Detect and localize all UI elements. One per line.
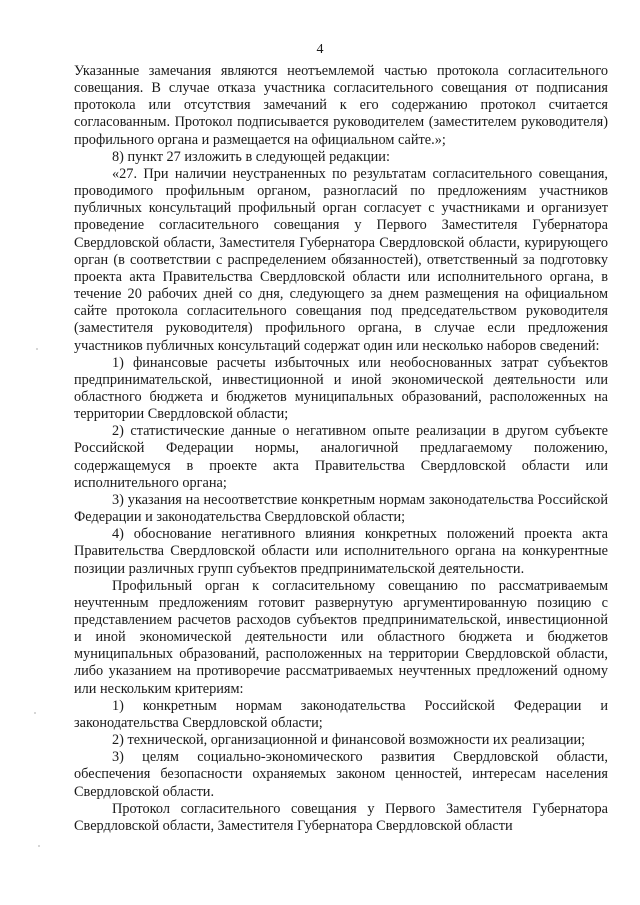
criteria-item-feasibility: 2) технической, организационной и финансовой возможности их реализации; (112, 732, 586, 749)
criteria-item-legislation: 1) конкретным нормам законодательства Российской Федерации и законодательства Свердловской области; (74, 697, 608, 731)
paragraph-remarks-protocol: Указанные замечания являются неотъемлемой частью протокола согласительного совещания. В случае отказа участника согласительного совещания от подписания протокола или отсутствия замечаний к его содержанию протокол считается согласованным. Протокол подписывается руководителем (заместителем руководителя) профильного органа и размещается на официальном сайте.»; (74, 63, 608, 148)
criteria-item-development-goals: 3) целям социально-экономического развития Свердловской области, обеспечения безопасности охраняемых законом ценностей, интересам населения Свердловской области. (74, 749, 608, 800)
paragraph-profile-body-position: Профильный орган к согласительному совещанию по рассматриваемым неучтенным предложениям готовит развернутую аргументированную позицию с представлением расчетов расходов субъектов предпринимательской, инвестиционной и иной экономической деятельности или областного бюджета и бюджетов муниципальных образований, расположенных на территории Свердловской области, либо указанием на противоречие рассматриваемых неучтенных предложений одному или нескольким критериям: (74, 577, 608, 697)
scan-speck (36, 348, 38, 350)
scan-speck (34, 712, 36, 714)
scan-speck (38, 845, 40, 847)
paragraph-meeting-protocol: Протокол согласительного совещания у Первого Заместителя Губернатора Свердловской области, Заместителя Губернатора Свердловской области (74, 800, 608, 834)
page-number: 4 (316, 42, 324, 57)
paragraph-item-8: 8) пункт 27 изложить в следующей редакции: (112, 148, 390, 165)
document-body (74, 63, 608, 835)
paragraph-clause-27: «27. При наличии неустраненных по результатам согласительного совещания, проводимого профильным органом, разногласий по предложениям участников публичных консультаций профильный орган согласует с участниками и организует проведение согласительного совещания у Первого Заместителя Губернатора Свердловской области, Заместителя Губернатора Свердловской области, курирующего орган (в соответствии с распределением обязанностей), ответственный за подготовку проекта акта Правительства Свердловской области или исполнительного органа, в течение 20 рабочих дней со дня, следующего за днем размещения на официальном сайте протокола согласительного совещания под председательством руководителя (заместителя руководителя) профильного органа, в случае если предложения участников публичных консультаций содержат один или несколько наборов сведений: (74, 165, 608, 354)
list-item-financial-calculations: 1) финансовые расчеты избыточных или необоснованных затрат субъектов предпринимательской, инвестиционной и иной экономической деятельности или областного бюджета и бюджетов муниципальных образований, расположенных на территории Свердловской области; (74, 354, 608, 423)
list-item-statistical-data: 2) статистические данные о негативном опыте реализации в другом субъекте Российской Федерации нормы, аналогичной предлагаемому положению, содержащемуся в проекте акта Правительства Свердловской области или исполнительного органа; (74, 423, 608, 491)
list-item-negative-impact: 4) обоснование негативного влияния конкретных положений проекта акта Правительства Свердловской области или исполнительного органа на конкурентные позиции различных групп субъектов предпринимательской деятельности. (74, 526, 608, 577)
list-item-legislation-mismatch: 3) указания на несоответствие конкретным нормам законодательства Российской Федерации и законодательства Свердловской области; (74, 491, 608, 526)
